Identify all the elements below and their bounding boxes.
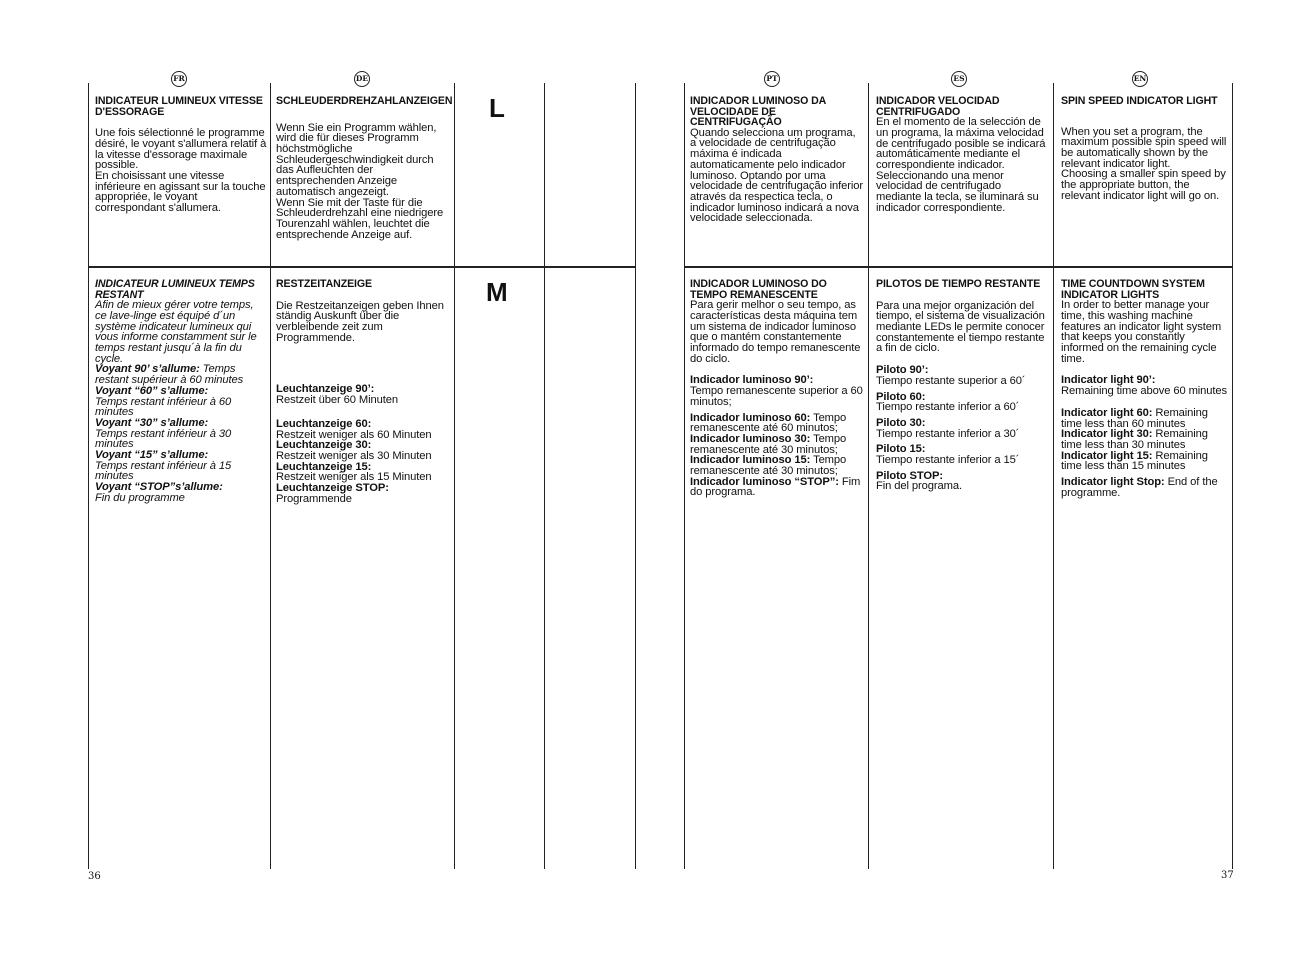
item-label: Indicator light 30: — [1061, 428, 1153, 441]
fr-spin-speed-section — [95, 96, 267, 214]
section-title: INDICADOR LUMINOSO DA VELOCIDADE DE CENTRIFUGAÇÃO — [690, 95, 826, 129]
section-title: PILOTOS DE TIEMPO RESTANTE — [876, 278, 1041, 290]
column-rule — [270, 83, 271, 869]
list-item — [95, 364, 267, 385]
item-text: Restzeit weniger als 60 Minuten — [276, 428, 432, 441]
column-rule — [1232, 83, 1233, 869]
item-text: Restzeit weniger als 30 Minuten — [276, 449, 432, 462]
paragraph: Wenn Sie mit der Taste für die Schleuderdrehzahl eine niedrigere Tourenzahl wählen, leuchtet die entsprechende Anzeige auf. — [276, 196, 444, 241]
item-text: Tempo remanescente até 30 minutos; — [690, 432, 847, 456]
list-item — [690, 434, 864, 455]
section-rule-right — [684, 266, 1233, 268]
section-title: INDICATEUR LUMINEUX VITESSE D'ESSORAGE — [95, 95, 263, 118]
item-label: Indicator light 15: — [1061, 449, 1153, 462]
item-text: Temps restant inférieur à 60 minutes — [95, 395, 232, 419]
item-text: Remaining time less than 30 minutes — [1061, 428, 1208, 451]
column-rule — [684, 83, 685, 869]
item-text: Remaining time above 60 minutes — [1061, 385, 1228, 398]
paragraph: Choosing a smaller spin speed by the appropriate button, the relevant indicator light will go on. — [1061, 168, 1226, 202]
list-item — [95, 450, 267, 482]
paragraph: Wenn Sie ein Programm wählen, wird die für dieses Programm höchstmögliche Schleudergeschwindigkeit durch das Aufleuchten der entsprechenden Anzeige automatisch angezeigt. — [276, 121, 437, 198]
item-text: Fim do programa. — [690, 475, 861, 499]
es-time-remaining-section — [876, 279, 1049, 492]
column-rule — [868, 83, 869, 869]
pt-time-remaining-section — [690, 279, 864, 498]
section-title: INDICATEUR LUMINEUX TEMPS RESTANT — [95, 278, 255, 301]
en-spin-speed-section — [1061, 96, 1229, 202]
column-rule — [544, 83, 545, 869]
paragraph: Para gerir melhor o seu tempo, as características desta máquina tem um sistema de indicador luminoso que o mantém constantemente informado do tempo remanescente do ciclo. — [690, 299, 861, 365]
item-text: Tempo remanescente superior a 60 minutos; — [690, 385, 863, 408]
list-item — [95, 386, 267, 418]
item-label: Indicador luminoso 90’: — [690, 374, 814, 387]
list-item — [1061, 375, 1229, 396]
list-item — [276, 419, 450, 440]
paragraph: Afin de mieux gérer votre temps, ce lave-linge est équipé d´un système indicateur lumineux qui vous informe constamment sur le temps restant jusqu´à la fin du cycle. — [95, 299, 257, 365]
item-text: Fin du programme — [95, 491, 185, 504]
item-label: Leuchtanzeige 90’: — [276, 383, 375, 396]
paragraph: En el momento de la selección de un programa, la máxima velocidad de centrifugado posible se indicará automáticamente mediante el correspondiente indicador. — [876, 116, 1046, 171]
item-text: End of the programme. — [1061, 476, 1218, 499]
list-item — [690, 375, 864, 407]
item-text: Programmende — [276, 492, 352, 505]
list-item — [876, 418, 1049, 439]
item-label: Piloto STOP: — [876, 469, 943, 482]
page-number-left: 36 — [88, 871, 101, 882]
item-label: Voyant “30” s’allume: — [95, 416, 209, 429]
item-label: Indicador luminoso 60: — [690, 411, 811, 424]
item-label: Voyant “15” s’allume: — [95, 449, 209, 462]
item-label: Indicator light 90’: — [1061, 374, 1156, 387]
item-label: Leuchtanzeige 30: — [276, 439, 372, 452]
list-item — [1061, 477, 1229, 498]
item-text: Temps restant inférieur à 15 minutes — [95, 459, 232, 483]
item-text: Temps restant inférieur à 30 minutes — [95, 427, 232, 451]
item-label: Piloto 60: — [876, 390, 926, 403]
list-item — [276, 462, 450, 483]
paragraph: Seleccionando una menor velocidad de centrifugado mediante la tecla, se iluminará su indicador correspondiente. — [876, 169, 1039, 214]
item-text: Tiempo restante inferior a 15´ — [876, 454, 1020, 467]
es-spin-speed-section — [876, 96, 1049, 214]
item-label: Voyant “STOP”s’allume: — [95, 481, 223, 494]
item-text: Tempo remanescente até 30 minutos; — [690, 454, 847, 478]
item-label: Indicador luminoso 30: — [690, 432, 811, 445]
list-item — [276, 483, 450, 504]
language-badge-fr: FR — [171, 71, 187, 87]
item-label: Indicador luminoso “STOP”: — [690, 475, 839, 488]
item-text: Tiempo restante superior a 60´ — [876, 374, 1026, 387]
section-title: TIME COUNTDOWN SYSTEM INDICATOR LIGHTS — [1061, 278, 1205, 301]
list-item — [1061, 451, 1229, 472]
list-item — [276, 384, 450, 405]
column-rule — [1053, 83, 1054, 869]
item-text: Remaining time less than 15 minutes — [1061, 449, 1208, 473]
item-text: Restzeit über 60 Minuten — [276, 394, 398, 407]
item-label: Piloto 30: — [876, 416, 926, 429]
item-text: Restzeit weniger als 15 Minuten — [276, 471, 432, 484]
column-rule — [635, 83, 636, 869]
list-item — [876, 365, 1049, 386]
fr-time-remaining-section — [95, 279, 267, 504]
section-letter-l: L — [489, 93, 505, 123]
item-label: Voyant “60” s’allume: — [95, 384, 209, 397]
item-label: Indicator light Stop: — [1061, 476, 1165, 489]
section-title: RESTZEITANZEIGE — [276, 278, 373, 290]
page-number-right: 37 — [1221, 870, 1234, 881]
section-title: SPIN SPEED INDICATOR LIGHT — [1061, 95, 1218, 107]
language-badge-pt: PT — [764, 71, 780, 87]
paragraph: En choisissant une vitesse inférieure en agissant sur la touche appropriée, le voyant correspondant s'allumera. — [95, 170, 266, 215]
item-label: Leuchtanzeige 15: — [276, 460, 372, 473]
paragraph: Die Restzeitanzeigen geben Ihnen ständig Auskunft über die verbleibende zeit zum Programmende. — [276, 299, 444, 344]
item-text: Fin del programa. — [876, 480, 962, 493]
list-item — [1061, 429, 1229, 450]
list-item — [876, 444, 1049, 465]
list-item — [1061, 408, 1229, 429]
paragraph: When you set a program, the maximum possible spin speed will be automatically shown by the relevant indicator light. — [1061, 125, 1227, 170]
item-label: Leuchtanzeige STOP: — [276, 482, 389, 495]
list-item — [95, 418, 267, 450]
section-title: SCHLEUDERDREHZAHLANZEIGEN — [276, 95, 453, 107]
item-text: Tempo remanescente até 60 minutos; — [690, 411, 847, 435]
item-label: Piloto 15: — [876, 443, 926, 456]
section-rule-left — [88, 266, 636, 268]
list-item — [876, 471, 1049, 492]
paragraph: Quando selecciona um programa, a velocidade de centrifugação máxima é indicada automaticamente pelo indicador luminoso. Optando por uma velocidade de centrifugação inferior através da respectica tecla, o indicador luminoso indicará a nova velocidade seleccionada. — [690, 126, 864, 225]
section-letter-m: M — [486, 277, 508, 307]
de-spin-speed-section — [276, 95, 453, 241]
de-time-remaining-section — [276, 279, 450, 504]
paragraph: Para una mejor organización del tiempo, el sistema de visualización mediante LEDs le permite conocer constantemente el tiempo restante a fin de ciclo. — [876, 299, 1045, 355]
section-title: INDICADOR VELOCIDAD CENTRIFUGADO — [876, 95, 1000, 118]
list-item — [690, 477, 864, 498]
list-item — [690, 413, 864, 434]
item-text: Tiempo restante inferior a 30´ — [876, 427, 1020, 440]
list-item — [95, 482, 267, 503]
item-label: Piloto 90’: — [876, 364, 929, 377]
paragraph: Une fois sélectionné le programme désiré, le voyant s'allumera relatif à la vitesse d'essorage maximale possible. — [95, 127, 267, 172]
item-label: Leuchtanzeige 60: — [276, 417, 372, 430]
language-badge-de: DE — [354, 71, 370, 87]
column-rule — [454, 83, 455, 869]
list-item — [276, 440, 450, 461]
item-text: Temps restant supérieur à 60 minutes — [95, 363, 244, 387]
item-label: Voyant 90’ s’allume: — [95, 363, 200, 376]
language-badge-es: ES — [951, 71, 967, 87]
pt-spin-speed-section — [690, 96, 864, 224]
section-title: INDICADOR LUMINOSO DO TEMPO REMANESCENTE — [690, 278, 827, 301]
en-time-remaining-section — [1061, 279, 1229, 498]
item-text: Tiempo restante inferior a 60´ — [876, 401, 1020, 414]
item-text: Remaining time less than 60 minutes — [1061, 406, 1208, 430]
list-item — [690, 455, 864, 476]
item-label: Indicator light 60: — [1061, 406, 1153, 419]
language-badge-en: EN — [1132, 71, 1148, 87]
paragraph: In order to better manage your time, this washing machine features an indicator light system that keeps you constantly informed on the remaining cycle time. — [1061, 299, 1222, 365]
column-rule — [88, 83, 89, 869]
item-label: Indicador luminoso 15: — [690, 454, 811, 467]
list-item — [876, 392, 1049, 413]
